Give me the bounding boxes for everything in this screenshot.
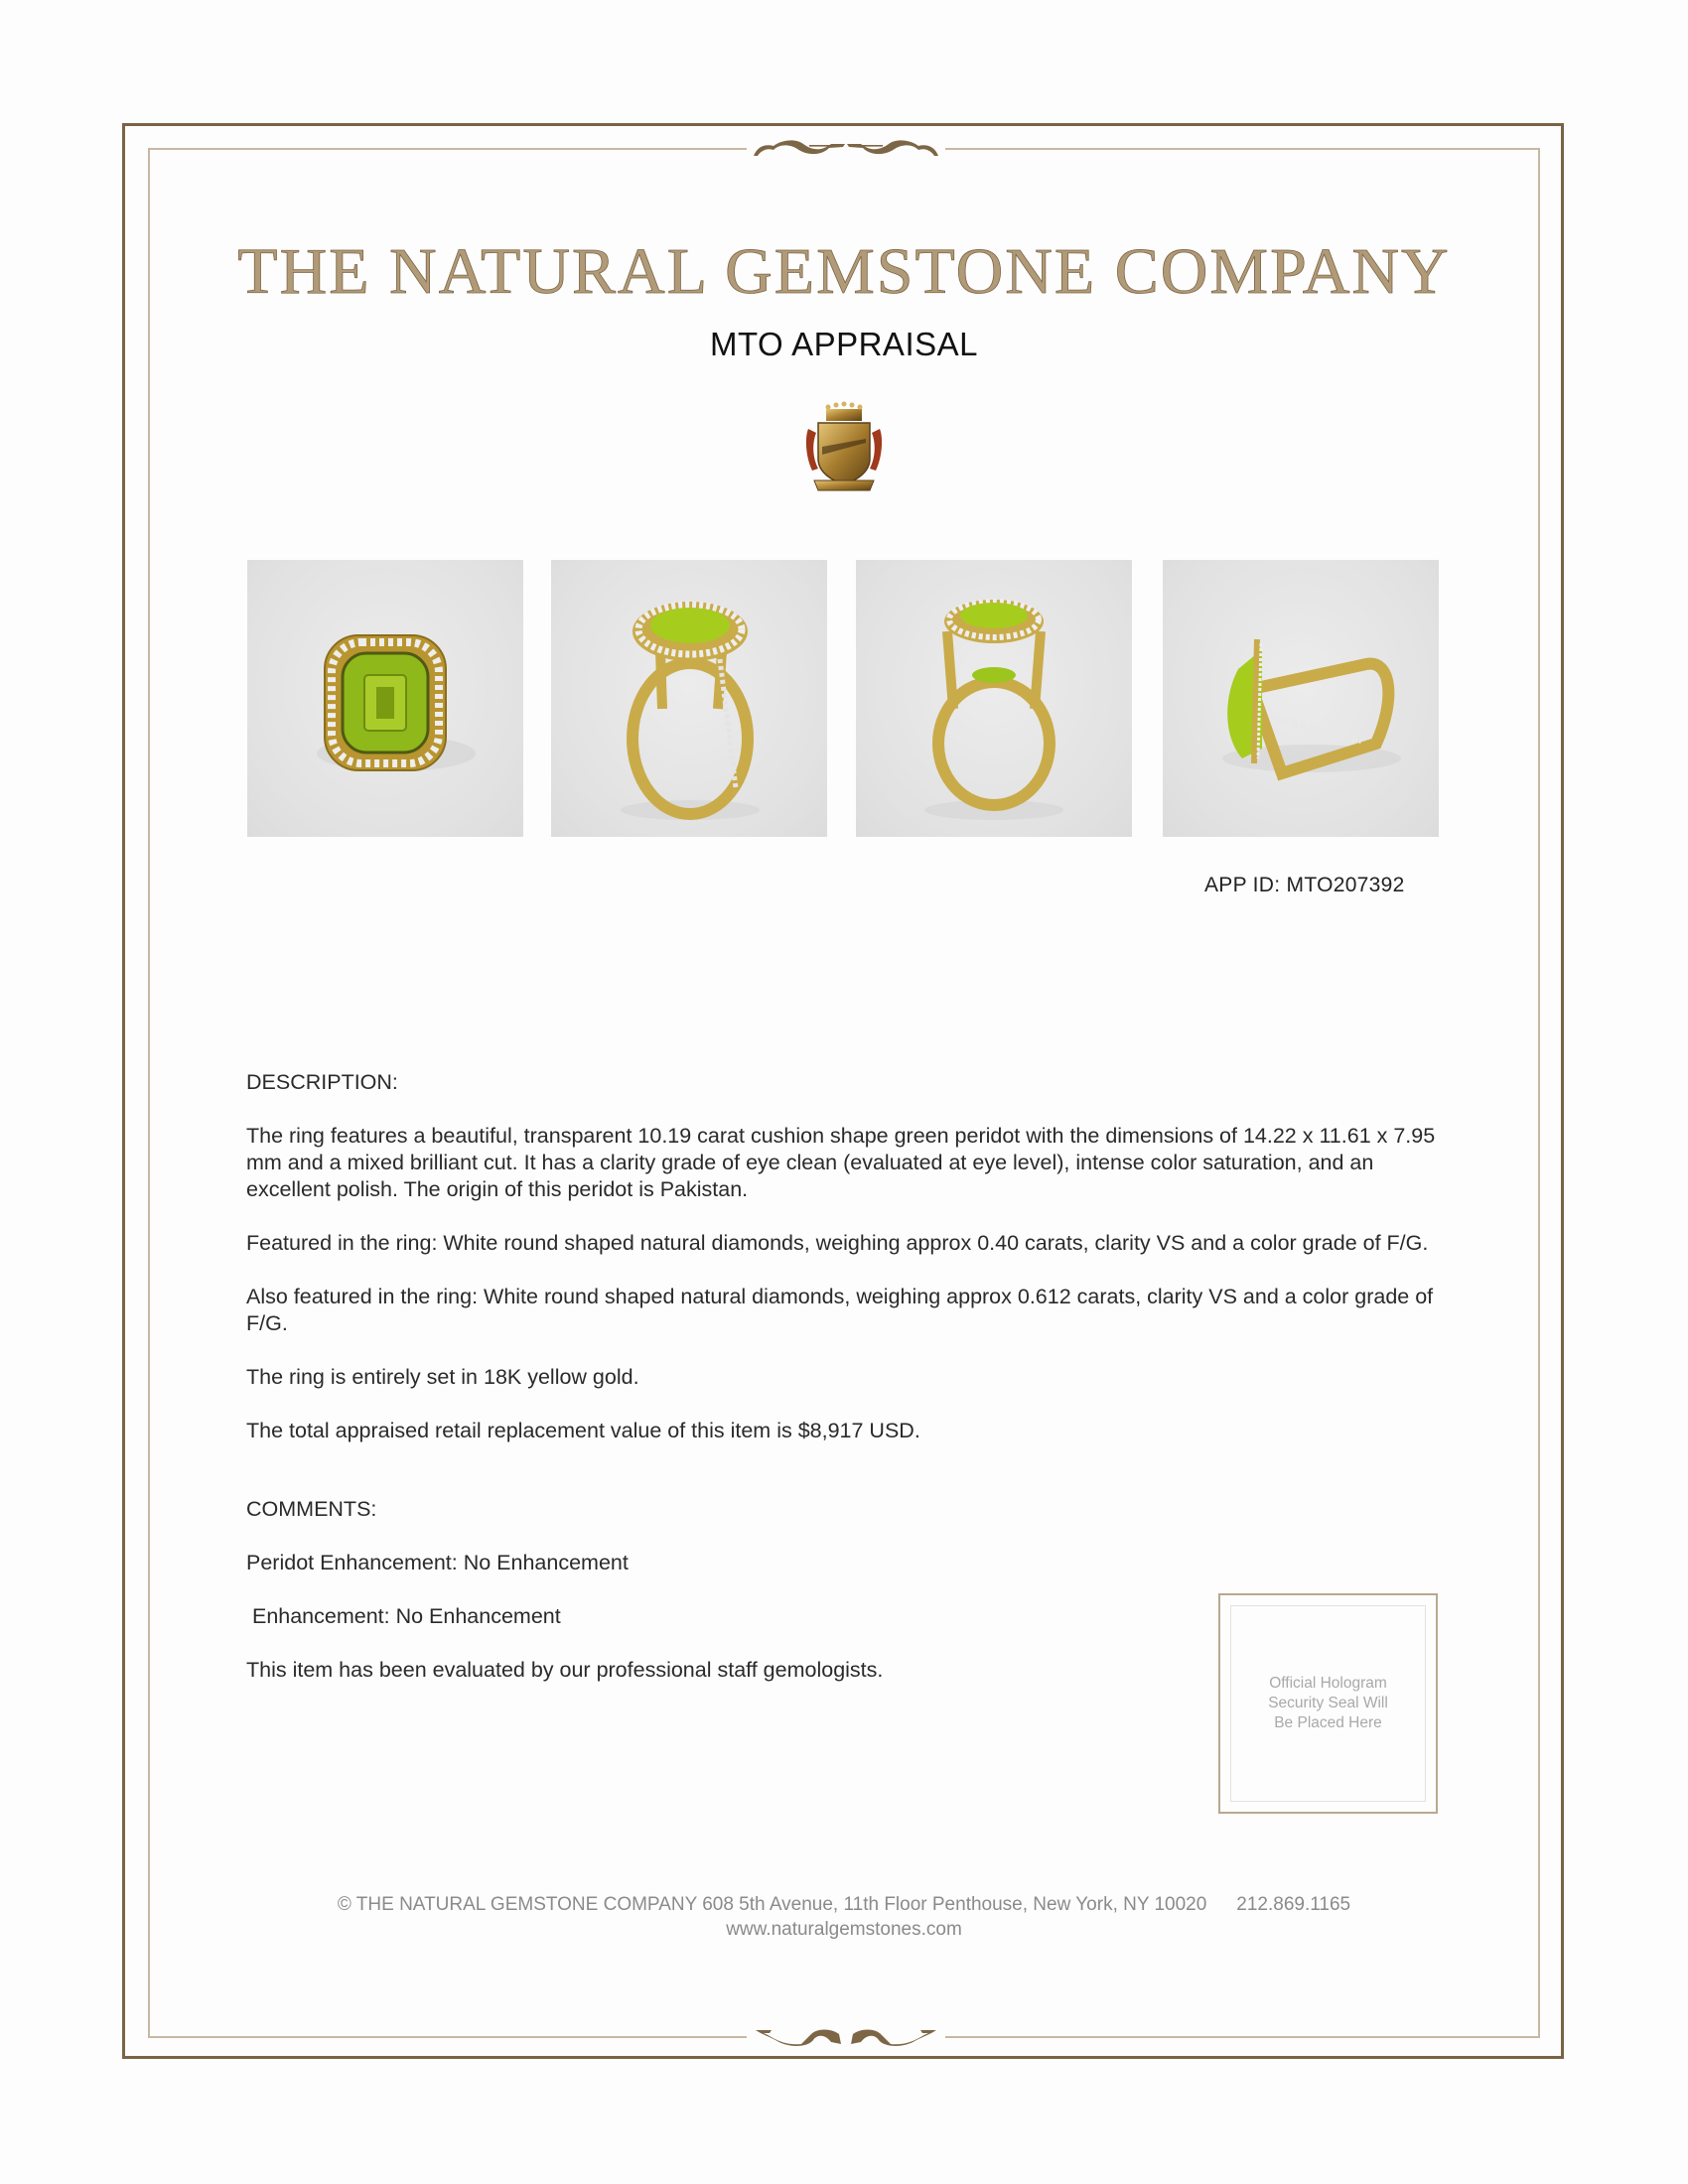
description-paragraph: Also featured in the ring: White round shaped natural diamonds, weighing approx 0.612 carats, clarity VS and a color grade of F/G. — [246, 1285, 1434, 1335]
ring-image-gallery — [247, 560, 1439, 837]
ring-image-angled-view[interactable] — [551, 560, 827, 837]
comment-line: Peridot Enhancement: No Enhancement — [246, 1551, 629, 1574]
company-name-heading: THE NATURAL GEMSTONE COMPANY — [237, 235, 1451, 308]
footer-company-address: © THE NATURAL GEMSTONE COMPANY 608 5th Avenue, 11th Floor Penthouse, New York, NY 10020 — [337, 1894, 1207, 1915]
appraised-value: The total appraised retail replacement value of this item is $8,917 USD. — [246, 1419, 920, 1442]
footer — [0, 1892, 1688, 1942]
footer-phone: 212.869.1165 — [1236, 1894, 1351, 1915]
top-ornament-icon — [747, 135, 945, 159]
hologram-placeholder-text: Official Hologram Security Seal Will Be Placed Here — [1268, 1675, 1388, 1731]
hologram-seal-placeholder — [1218, 1593, 1438, 1814]
ring-image-profile-view[interactable] — [856, 560, 1132, 837]
footer-website-link[interactable]: www.naturalgemstones.com — [726, 1919, 962, 1940]
bottom-ornament-icon — [747, 2025, 945, 2049]
footer-address-line — [0, 1892, 1688, 1917]
app-id-label: APP ID: MTO207392 — [1204, 874, 1405, 896]
company-crest-icon — [802, 399, 886, 494]
hologram-inner-frame — [1230, 1605, 1426, 1802]
comment-line: Enhancement: No Enhancement — [246, 1604, 561, 1628]
comments-heading: COMMENTS: — [246, 1497, 377, 1521]
document-title: MTO APPRAISAL — [710, 326, 978, 362]
description-heading: DESCRIPTION: — [246, 1070, 398, 1094]
comment-line: This item has been evaluated by our professional staff gemologists. — [246, 1658, 884, 1682]
ring-image-side-view[interactable] — [1163, 560, 1439, 837]
description-paragraph: The ring is entirely set in 18K yellow gold. — [246, 1365, 639, 1389]
description-paragraph: The ring features a beautiful, transparent 10.19 carat cushion shape green peridot with the dimensions of 14.22 x 11.61 x 7.95 mm and a mixed brilliant cut. It has a clarity grade of eye clean (evaluated at eye level), intense color saturation, and an excellent polish. The origin of this peridot is Pakistan. — [246, 1124, 1436, 1201]
ring-image-top-view[interactable] — [247, 560, 523, 837]
description-paragraph: Featured in the ring: White round shaped natural diamonds, weighing approx 0.40 carats, clarity VS and a color grade of F/G. — [246, 1231, 1429, 1255]
